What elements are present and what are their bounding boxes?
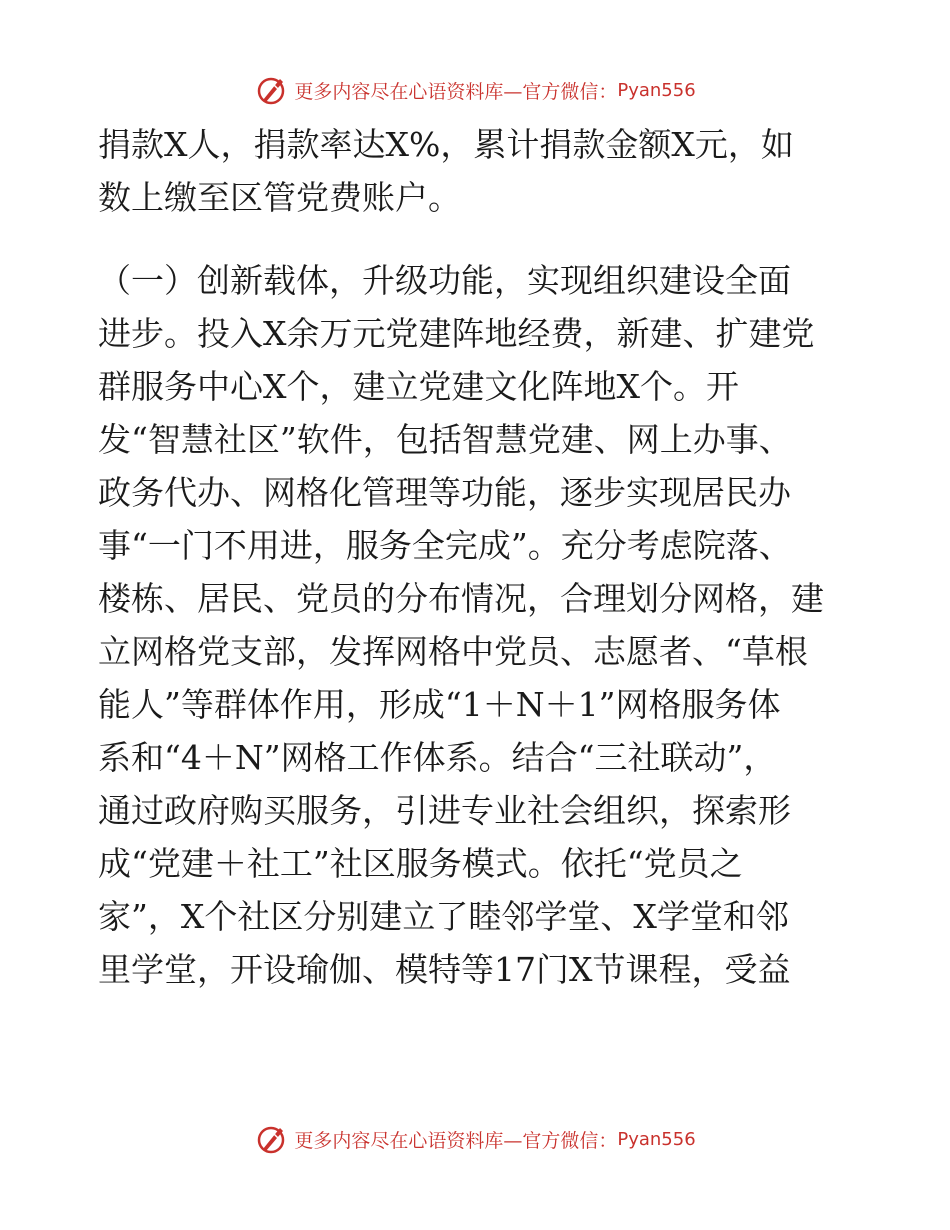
- paragraph-2: [98, 254, 858, 996]
- text-line: 捐款X人，捐款率达X%，累计捐款金额X元，如: [98, 125, 794, 164]
- watermark-text: 更多内容尽在心语资料库—官方微信：: [294, 80, 618, 103]
- text-line: 立网格党支部，发挥网格中党员、志愿者、“草根: [98, 632, 808, 671]
- text-line: 群服务中心X个，建立党建文化阵地X个。开: [98, 367, 739, 406]
- text-line: 成“党建＋社工”社区服务模式。依托“党员之: [98, 844, 743, 883]
- text-line: 通过政府购买服务，引进专业社会组织，探索形: [98, 791, 791, 830]
- watermark-text: 更多内容尽在心语资料库—官方微信：: [294, 1129, 618, 1152]
- text-line: 政务代办、网格化管理等功能，逐步实现居民办: [98, 473, 791, 512]
- text-line: 系和“4＋N”网格工作体系。结合“三社联动”，: [98, 738, 777, 777]
- text-line: 能人”等群体作用，形成“1＋N＋1”网格服务体: [98, 685, 781, 724]
- watermark-account: Pyan556: [617, 1128, 696, 1150]
- text-line: （一）创新载体，升级功能，实现组织建设全面: [98, 261, 791, 300]
- text-line: 楼栋、居民、党员的分布情况，合理划分网格，建: [98, 579, 824, 618]
- text-line: 数上缴至区管党费账户。: [98, 178, 461, 217]
- text-line: 发“智慧社区”软件，包括智慧党建、网上办事、: [98, 420, 792, 459]
- paragraph-1: [98, 118, 858, 224]
- text-line: 进步。投入X余万元党建阵地经费，新建、扩建党: [98, 314, 815, 353]
- quill-logo-icon: [254, 73, 288, 107]
- document-body: [98, 118, 858, 996]
- text-line: 里学堂，开设瑜伽、模特等17门X节课程，受益: [98, 950, 791, 989]
- watermark-account: Pyan556: [617, 79, 696, 101]
- text-line: 家”，X个社区分别建立了睦邻学堂、X学堂和邻: [98, 897, 789, 936]
- footer-watermark: [0, 1117, 950, 1161]
- header-watermark: [0, 68, 950, 112]
- quill-logo-icon: [254, 1122, 288, 1156]
- text-line: 事“一门不用进，服务全完成”。充分考虑院落、: [98, 526, 792, 565]
